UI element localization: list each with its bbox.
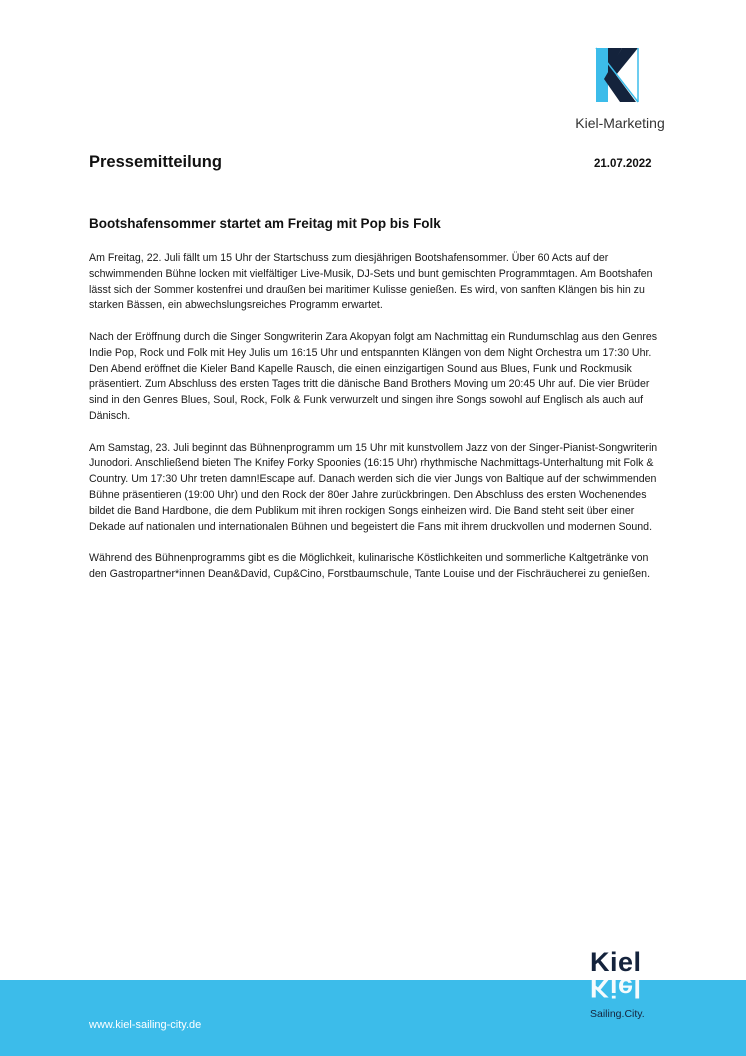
kiel-logo-word — [590, 948, 678, 976]
kiel-marketing-k-logo-icon — [592, 44, 642, 106]
body-paragraph: Am Samstag, 23. Juli beginnt das Bühnenprogramm um 15 Uhr mit kunstvollem Jazz von der Singer-Pianist-Songwriterin Junodori. Anschließend bieten The Knifey Forky Spoonies (16:15 Uhr) rhythmische Nachmittags-Unterhaltung mit Folk & Country. Um 17:30 Uhr treten damn!Escape auf. Danach werden sich die vier Jungs von Baltique auf der schwimmenden Bühne präsentieren (19:00 Uhr) und den Rock der 80er Jahre zurückbringen. Den Abschluss des ersten Wochenendes bildet die Band Hardbone, die dem Publikum mit ihren rockigen Songs einheizen wird. Die Band steht seit über einer Dekade auf nationalen und internationalen Bühnen und begeistert die Fans mit ihrem druckvollen und modernen Sound. — [89, 441, 658, 533]
body-paragraph: Während des Bühnenprogramms gibt es die Möglichkeit, kulinarische Köstlichkeiten und sommerliche Kaltgetränke von den Gastropartner*innen Dean&David, Cup&Cino, Forstbaumschule, Tante Louise und der Fischräucherei zu genießen. — [89, 552, 651, 580]
footer-website-link[interactable]: www.kiel-sailing-city.de — [89, 1019, 202, 1031]
press-release-headline: Bootshafensommer startet am Freitag mit Pop bis Folk — [89, 216, 441, 231]
press-release-body — [89, 251, 659, 599]
kiel-sailing-city-logo — [590, 948, 678, 1020]
brand-name: Kiel-Marketing — [575, 115, 665, 131]
kiel-logo-word-text: Kiel — [590, 947, 642, 977]
kiel-logo-mirror: Kiel — [590, 973, 642, 1003]
document-type-heading: Pressemitteilung — [89, 153, 222, 171]
body-paragraph: Am Freitag, 22. Juli fällt um 15 Uhr der Startschuss zum diesjährigen Bootshafensommer. Über 60 Acts auf der schwimmenden Bühne locken mit vielfältiger Live-Musik, DJ-Sets und bunt gemischten Programmtagen. Am Bootshafen lässt sich der Sommer kostenfrei und draußen bei maritimer Kulisse genießen. Es wird, von sanften Klängen bis hin zu starken Bässen, ein abwechslungsreiches Programm erwartet. — [89, 252, 653, 312]
kiel-logo-dot: . — [641, 947, 650, 977]
kiel-logo-tagline: Sailing.City. — [590, 1008, 645, 1020]
body-paragraph: Nach der Eröffnung durch die Singer Songwriterin Zara Akopyan folgt am Nachmittag ein Rundumschlag aus den Genres Indie Pop, Rock und Folk mit Hey Julis um 16:15 Uhr und entspannten Klängen von dem Night Orchestra um 17:30 Uhr. Den Abend eröffnet die Kieler Band Kapelle Rausch, die einen einzigartigen Sound aus Blues, Funk und Rockmusik präsentiert. Zum Abschluss des ersten Tages tritt die dänische Band Brothers Moving um 20:45 Uhr auf. Die vier Brüder sind in den Genres Blues, Soul, Rock, Folk & Funk verwurzelt und singen ihre Songs sowohl auf Englisch als auch auf Dänisch. — [89, 330, 658, 422]
document-date: 21.07.2022 — [594, 158, 652, 170]
